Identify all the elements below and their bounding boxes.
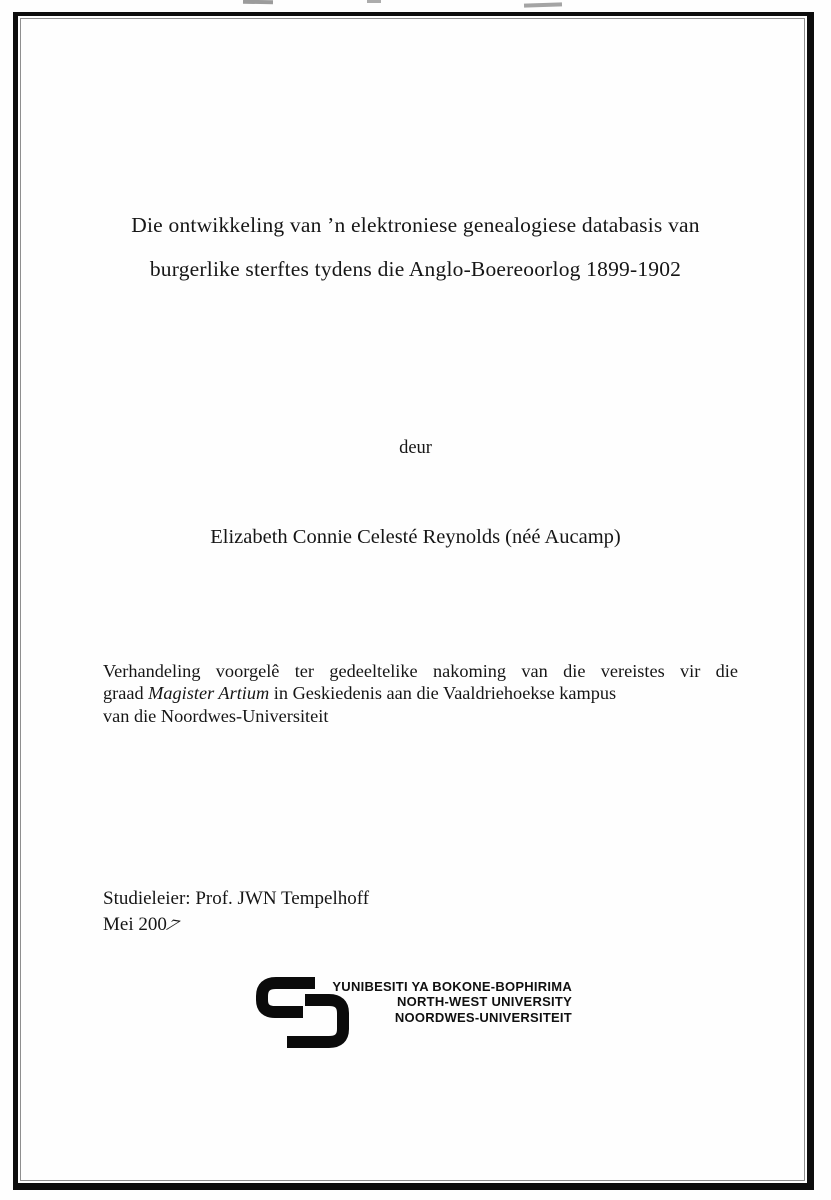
statement-line-2-suffix: in Geskiedenis aan die Vaaldriehoekse kampus xyxy=(269,683,617,704)
date-line xyxy=(103,912,369,938)
thesis-title-line-2: burgerlike sterftes tydens die Anglo-Boereoorlog 1899-1902 xyxy=(149,257,682,281)
logo-line-setswana: YUNIBESITI YA BOKONE-BOPHIRIMA xyxy=(332,979,572,994)
nwu-logo-text xyxy=(318,979,572,1025)
logo-line-afrikaans: NOORDWES-UNIVERSITEIT xyxy=(394,1009,572,1025)
author-name: Elizabeth Connie Celesté Reynolds (néé Aucamp) xyxy=(210,526,621,548)
scan-artifact xyxy=(524,2,562,7)
statement-line-3: van die Noordwes-Universiteit xyxy=(103,705,329,726)
byline-label: deur xyxy=(399,438,432,458)
statement-line-2 xyxy=(103,682,738,704)
statement-line-1: Verhandeling voorgelê ter gedeeltelike nakoming van die vereistes vir die xyxy=(103,661,738,681)
scan-artifact xyxy=(367,0,381,3)
statement-line-2-prefix: graad xyxy=(103,683,149,704)
date-prefix: Mei 200 xyxy=(103,913,167,935)
scan-artifact xyxy=(243,0,273,4)
supervisor-block xyxy=(103,886,369,937)
date-last-digit: 7 xyxy=(160,915,184,935)
supervisor-line: Studieleier: Prof. JWN Tempelhoff xyxy=(103,888,370,909)
nwu-logo xyxy=(256,973,586,1055)
thesis-statement xyxy=(103,660,738,727)
logo-line-english: NORTH-WEST UNIVERSITY xyxy=(397,994,572,1010)
thesis-title xyxy=(60,203,771,291)
thesis-title-line-1: Die ontwikkeling van ’n elektroniese genealogiese databasis van xyxy=(131,213,700,237)
degree-name-italic: Magister Artium xyxy=(148,683,270,704)
